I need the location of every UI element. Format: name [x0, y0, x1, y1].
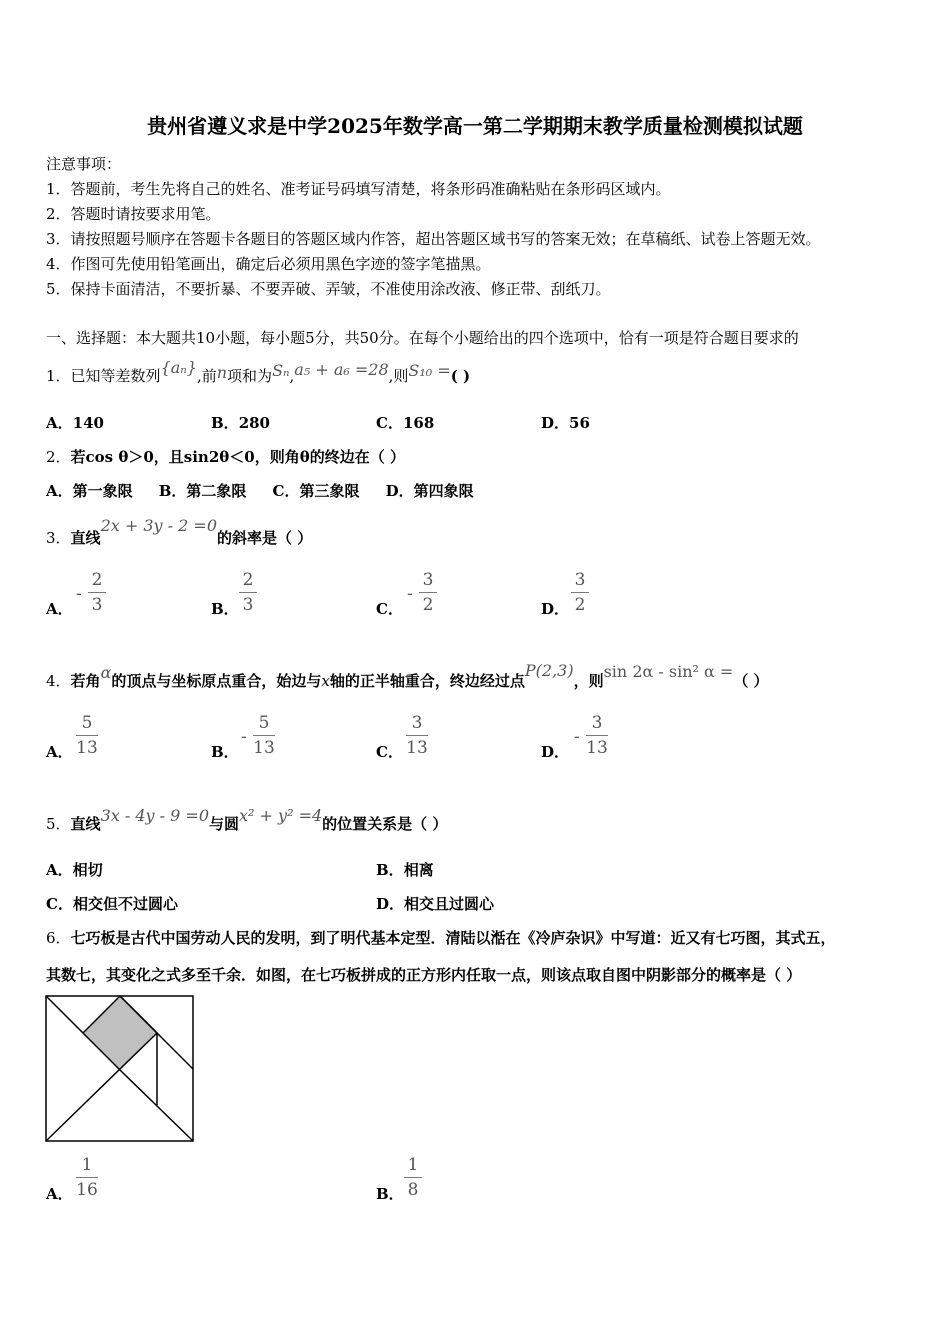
question-number: 3．	[46, 529, 71, 547]
question-3	[46, 516, 313, 548]
question-text: ( )	[450, 367, 471, 385]
question-text: 若cos θ＞0，且sin2θ＜0，则角θ的终边在（ ）	[70, 448, 405, 466]
math-expression: {aₙ}	[160, 358, 197, 377]
question-text: ，则	[573, 672, 604, 690]
question-text: 直线	[70, 529, 101, 547]
option-d[interactable]: D．相交且过圆心	[376, 895, 495, 913]
math-expression: n	[216, 363, 228, 382]
question-1	[46, 358, 471, 386]
question-text: 轴的正半轴重合，终边经过点	[329, 672, 525, 690]
question-text: ,则	[388, 367, 409, 385]
notice-heading: 注意事项：	[46, 155, 122, 173]
notice-item: 4．作图可先使用铅笔画出，确定后必须用黑色字迹的签字笔描黑。	[46, 255, 491, 273]
section-heading: 一、选择题：本大题共10小题，每小题5分，共50分。在每个小题给出的四个选项中，恰有一项是符合题目要求的	[46, 329, 799, 347]
notice-item: 5．保持卡面清洁，不要折暴、不要弄破、弄皱，不准使用涂改液、修正带、刮纸刀。	[46, 280, 611, 298]
question-number: 2．	[46, 448, 71, 466]
math-expression: a₅ + a₆ =28	[294, 360, 389, 379]
minus-sign: -	[574, 727, 580, 747]
fraction: 3 2	[571, 570, 589, 615]
option-d[interactable]: D．	[541, 743, 570, 761]
option-b[interactable]: B．	[376, 1185, 404, 1203]
option-a[interactable]: A．	[46, 600, 73, 618]
fraction: 3 13	[406, 713, 428, 758]
math-expression: P(2,3)	[524, 661, 574, 680]
question-options[interactable]: A．第一象限 B．第二象限 C．第三象限 D．第四象限	[46, 482, 474, 500]
option-a[interactable]: A．	[46, 1185, 73, 1203]
option-a[interactable]: A．	[46, 743, 73, 761]
notice-item: 2．答题时请按要求用笔。	[46, 205, 221, 223]
math-expression: Sₙ	[272, 361, 290, 380]
option-c[interactable]: C．	[376, 743, 403, 761]
question-text: 其数七，其变化之式多至千余．如图，在七巧板拼成的正方形内任取一点，则该点取自图中阴影部分的概率是（ ）	[46, 966, 802, 984]
fraction: 2 3	[239, 570, 257, 615]
fraction: 3 2	[419, 570, 437, 615]
notice-item: 1．答题前，考生先将自己的姓名、准考证号码填写清楚，将条形码准确粘贴在条形码区域内。	[46, 180, 671, 198]
question-text: 的位置关系是（ ）	[322, 815, 448, 833]
question-text: 七巧板是古代中国劳动人民的发明，到了明代基本定型．清陆以湉在《冷庐杂识》中写道：近又有七巧图，其式五，	[70, 929, 836, 947]
fraction: 2 3	[88, 570, 106, 615]
question-4	[46, 661, 769, 691]
question-text: ,	[289, 367, 295, 385]
option-c[interactable]: C．	[376, 600, 403, 618]
question-text: 的顶点与坐标原点重合，始边与	[111, 672, 322, 690]
question-2	[46, 446, 405, 467]
option-c[interactable]: C．相交但不过圆心	[46, 895, 178, 913]
question-text: 的斜率是（ ）	[217, 529, 313, 547]
question-6	[46, 927, 836, 948]
question-number: 5．	[46, 815, 71, 833]
minus-sign: -	[407, 584, 413, 604]
question-text: x	[321, 672, 330, 690]
minus-sign: -	[241, 727, 247, 747]
option-b[interactable]: B．	[211, 600, 239, 618]
option-a[interactable]: A．140	[46, 414, 104, 432]
question-text: 直线	[70, 815, 101, 833]
math-expression: 3x - 4y - 9 =0	[100, 806, 209, 825]
option-c[interactable]: C．168	[376, 414, 435, 432]
question-number: 4．	[46, 672, 71, 690]
math-expression: S₁₀ =	[408, 361, 451, 380]
fraction: 5 13	[76, 713, 98, 758]
math-expression: x² + y² =4	[239, 806, 323, 825]
fraction: 1 16	[76, 1155, 98, 1200]
minus-sign: -	[76, 584, 82, 604]
question-text: 若角	[70, 672, 101, 690]
option-a[interactable]: A．相切	[46, 861, 103, 879]
math-expression: α	[100, 663, 112, 682]
question-text: 已知等差数列	[70, 367, 161, 385]
question-text: ,前	[196, 367, 217, 385]
tangram-figure	[45, 995, 195, 1143]
question-5	[46, 806, 448, 834]
fraction: 1 8	[404, 1155, 422, 1200]
question-number: 1．	[46, 367, 71, 385]
notice-item: 3．请按照题号顺序在答题卡各题目的答题区域内作答，超出答题区域书写的答案无效；在草稿纸、试卷上答题无效。	[46, 230, 821, 248]
shaded-square	[83, 996, 157, 1070]
option-d[interactable]: D．	[541, 600, 570, 618]
question-text: 与圆	[209, 815, 240, 833]
option-b[interactable]: B．280	[211, 414, 270, 432]
option-b[interactable]: B．相离	[376, 861, 434, 879]
option-b[interactable]: B．	[211, 743, 239, 761]
fraction: 3 13	[586, 713, 608, 758]
fraction: 5 13	[253, 713, 275, 758]
question-number: 6．	[46, 929, 71, 947]
math-expression: 2x + 3y - 2 =0	[100, 516, 217, 535]
option-d[interactable]: D．56	[541, 414, 590, 432]
question-text: （ ）	[733, 672, 769, 690]
math-expression: sin 2α - sin² α =	[603, 662, 734, 681]
page-title: 贵州省遵义求是中学2025年数学高一第二学期期末教学质量检测模拟试题	[147, 114, 803, 138]
question-text: 项和为	[227, 367, 273, 385]
